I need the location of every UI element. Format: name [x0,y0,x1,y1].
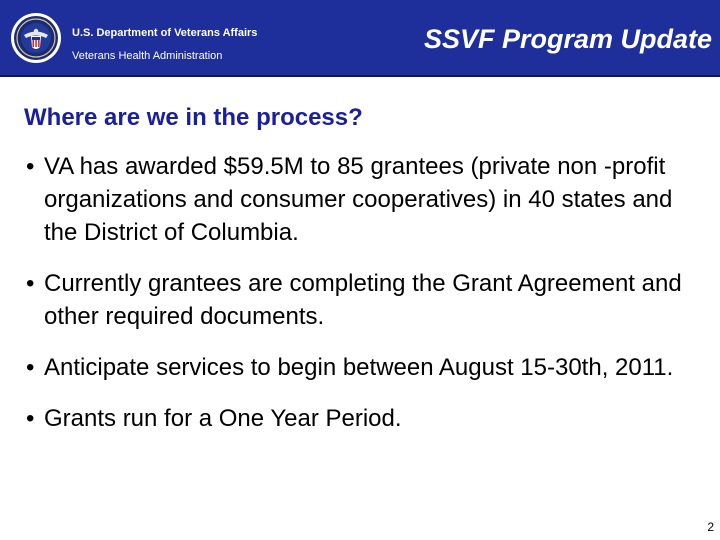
bullet-item: • Anticipate services to begin between August 15-30th, 2011. [26,351,696,384]
slide-title: SSVF Program Update [423,24,712,54]
bullet-item: • VA has awarded $59.5M to 85 grantees (private non -profit organizations and consumer cooperatives) in 40 states and the District of Columbia. [26,150,696,249]
bullet-item: • Currently grantees are completing the Grant Agreement and other required documents. [26,267,696,333]
section-heading: Where are we in the process? [24,104,363,131]
page-number: 2 [707,520,714,534]
header-banner [0,0,720,77]
bullet-list [26,150,696,453]
agency-name: U.S. Department of Veterans Affairs [72,27,258,39]
administration-name: Veterans Health Administration [72,50,223,62]
bullet-item: • Grants run for a One Year Period. [26,402,696,435]
va-seal-icon [10,12,62,64]
